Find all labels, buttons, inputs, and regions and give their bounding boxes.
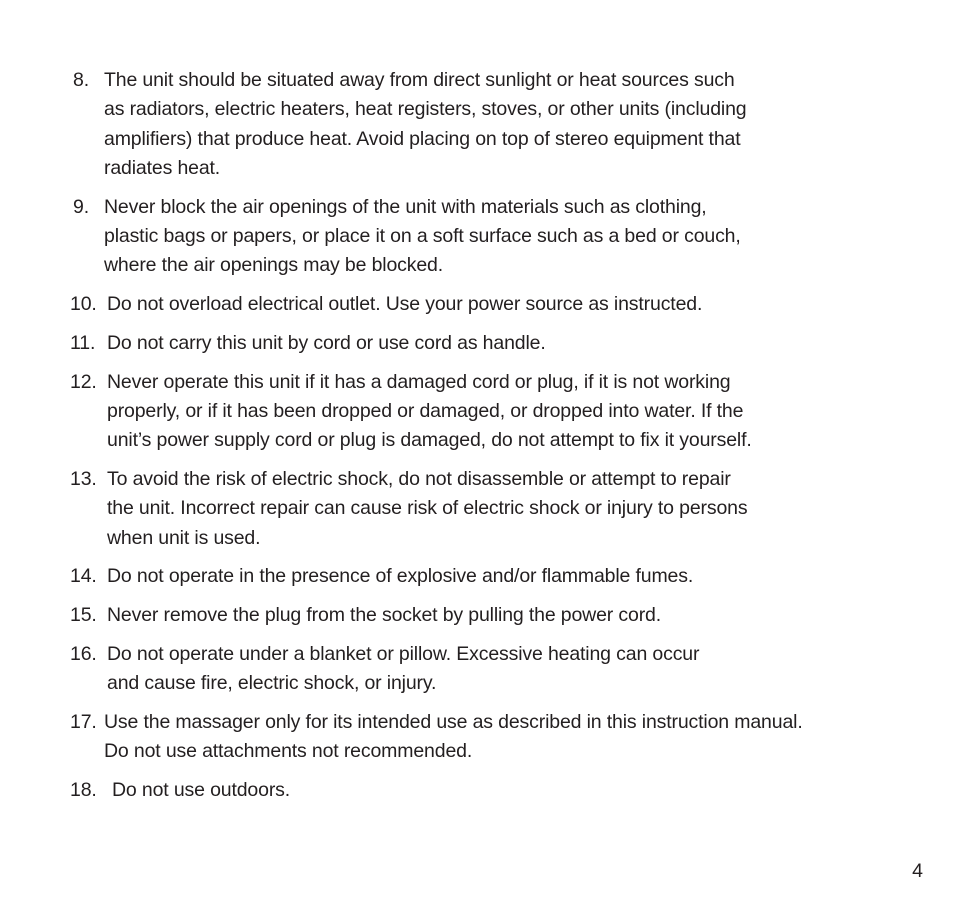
page-number: 4 xyxy=(912,860,923,882)
item-number: 11. xyxy=(70,331,96,354)
safety-instructions-list xyxy=(70,66,900,815)
item-number: 18. xyxy=(70,779,97,802)
list-item-15 xyxy=(70,601,900,630)
item-text: Never operate this unit if it has a damaged cord or plug, if it is not working properly, or if it has been dropped or damaged, or dropped into water. If the unit’s power supply cord or plug is damaged, do not attempt to fix it yourself. xyxy=(107,370,752,452)
list-item-12 xyxy=(70,368,900,456)
item-number: 17. xyxy=(70,711,97,734)
item-number: 14. xyxy=(70,565,97,588)
item-number: 10. xyxy=(70,293,97,316)
item-text: Do not operate under a blanket or pillow. Excessive heating can occur and cause fire, electric shock, or injury. xyxy=(107,643,700,695)
list-item-16 xyxy=(70,640,900,699)
item-number: 16. xyxy=(70,643,97,666)
item-text: Do not use outdoors. xyxy=(112,779,291,802)
list-item-10 xyxy=(70,290,900,319)
list-item-11 xyxy=(70,329,900,358)
item-number: 8. xyxy=(73,69,89,91)
item-number: 12. xyxy=(70,370,97,393)
item-number: 13. xyxy=(70,468,97,491)
item-number: 15. xyxy=(70,604,97,627)
list-item-14 xyxy=(70,562,900,591)
list-item-17 xyxy=(70,708,900,767)
item-text: To avoid the risk of electric shock, do not disassemble or attempt to repair the unit. Incorrect repair can cause risk of electric shock or injury to persons when unit is used. xyxy=(107,468,748,549)
item-number: 9. xyxy=(73,195,89,218)
item-text: Use the massager only for its intended use as described in this instruction manual. Do not use attachments not recommended. xyxy=(104,711,803,763)
item-text: Do not carry this unit by cord or use cord as handle. xyxy=(107,331,546,354)
list-item-13 xyxy=(70,465,900,553)
item-text: Do not overload electrical outlet. Use your power source as instructed. xyxy=(107,293,703,316)
list-item-18 xyxy=(70,776,900,805)
item-text: Never block the air openings of the unit with materials such as clothing, plastic bags or papers, or place it on a soft surface such as a bed or couch, where the air openings may be blocked. xyxy=(104,195,741,277)
item-text: The unit should be situated away from direct sunlight or heat sources such as radiators, electric heaters, heat registers, stoves, or other units (including amplifiers) that produce heat. Avoid placing on top of stereo equipment that radiates heat. xyxy=(104,69,747,179)
list-item-9 xyxy=(70,193,900,281)
item-text: Do not operate in the presence of explosive and/or flammable fumes. xyxy=(107,565,694,588)
list-item-8 xyxy=(70,66,900,183)
item-text: Never remove the plug from the socket by pulling the power cord. xyxy=(107,604,662,627)
